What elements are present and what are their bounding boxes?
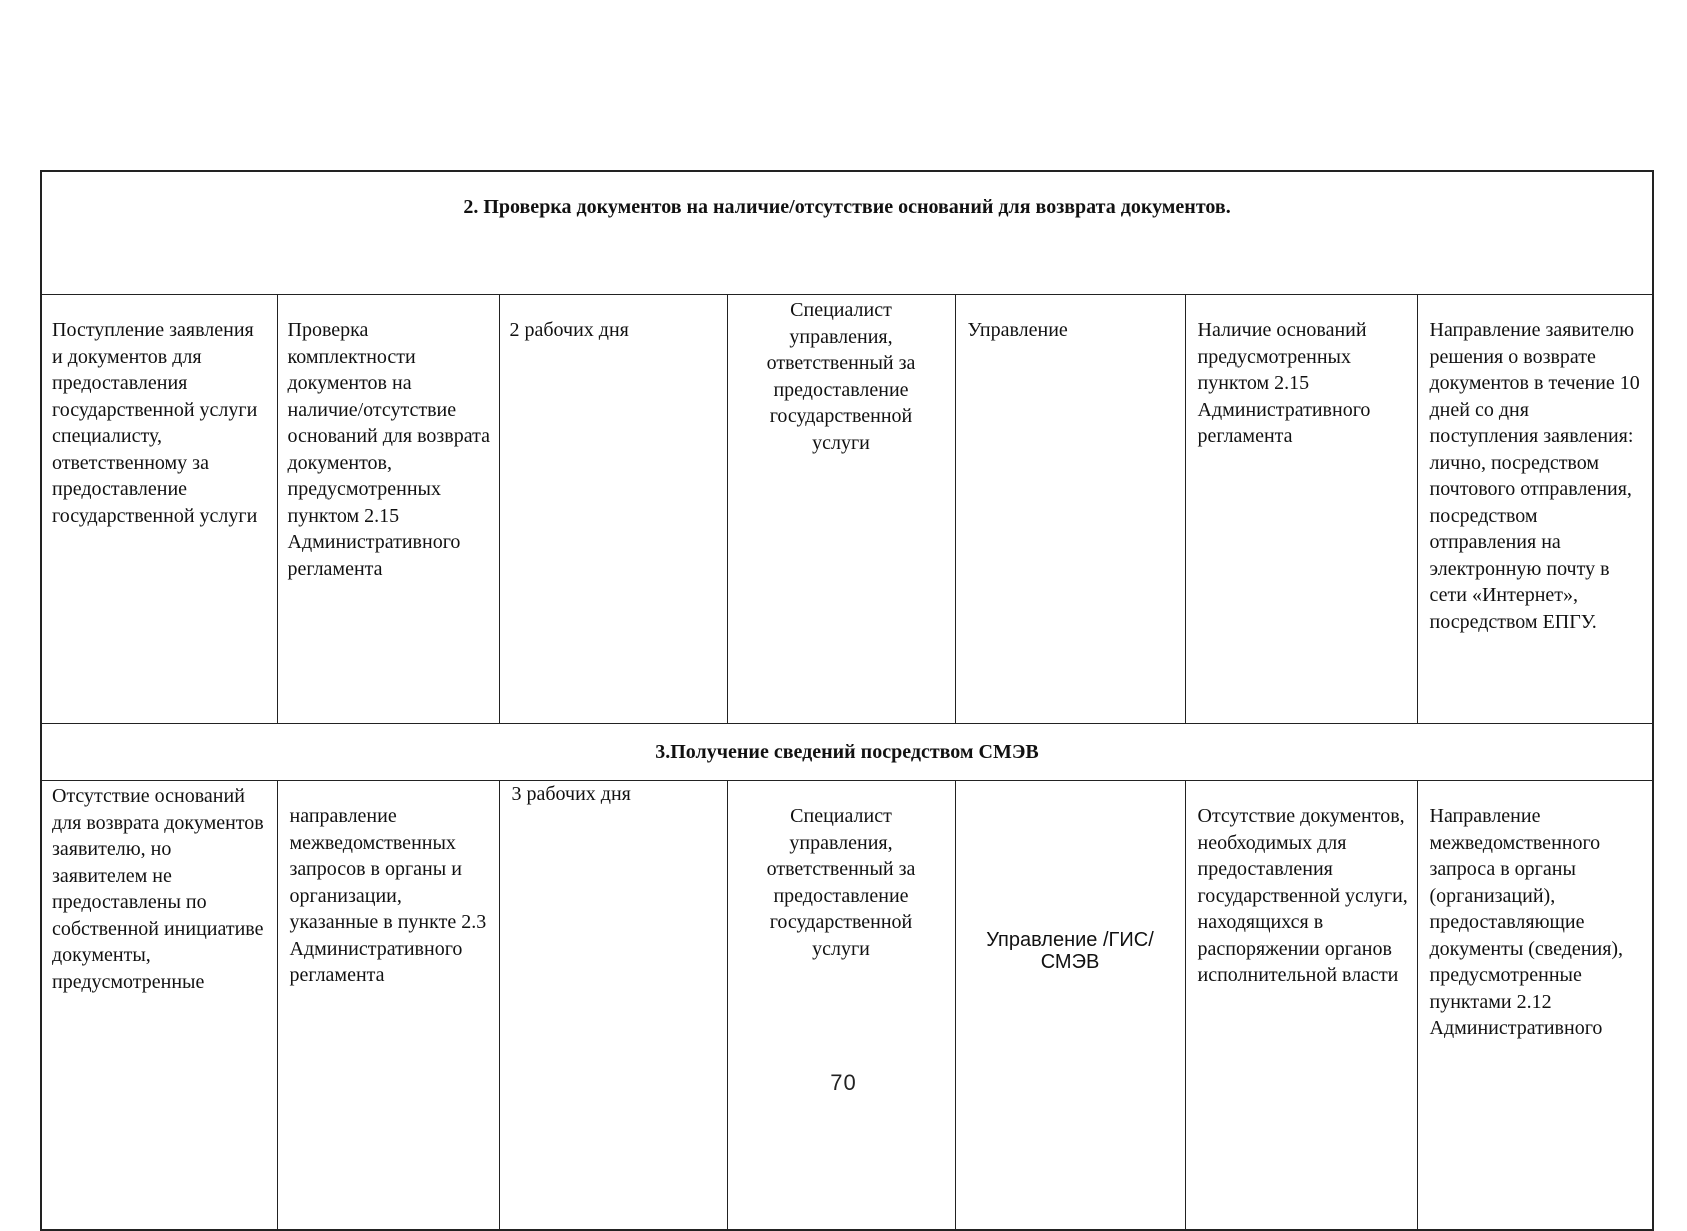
s3-responsible-text: Специалист управления, ответственный за предоставление государственной услуги [766,805,916,960]
section-2-table-row [41,295,1653,724]
s2-responsible-text: Специалист управления, ответственный за предоставление государственной услуги [766,299,916,454]
s3-duration-text: 3 рабочих дня [511,783,631,805]
s3-initiating-event-text: Отсутствие оснований для возврата документов заявителю, но заявителем не предоставлены по собственной инициативе документы, предусмотренные [52,785,264,993]
section-3-title: 3.Получение сведений посредством СМЭВ [41,724,1653,781]
s2-action-text: Проверка комплектности документов на наличие/отсутствие оснований для возврата документов, предусмотренных пунктом 2.15 Административного регламента [287,319,490,580]
section-2-title: 2. Проверка документов на наличие/отсутствие оснований для возврата документов. [41,171,1653,295]
s2-place-text: Управление [967,319,1068,341]
s2-responsible-cell [727,295,955,724]
s3-initiating-event-cell [41,781,277,1231]
s3-place-text: Управление /ГИС/СМЭВ [986,929,1154,973]
s2-result-cell [1417,295,1653,724]
s3-duration-cell [499,781,727,1231]
s3-responsible-cell [727,781,955,1231]
s2-duration-cell [499,295,727,724]
s3-criteria-text: Отсутствие документов, необходимых для предоставления государственной услуги, находящихся в распоряжении органов исполнительной власти [1197,805,1408,986]
s3-criteria-cell [1185,781,1417,1231]
s2-duration-text: 2 рабочих дня [509,319,629,341]
s3-result-text: Направление межведомственного запроса в органы (организаций), предоставляющие документы (сведения), предусмотренные пунктами 2.12 Административного [1429,805,1624,1039]
s2-place-cell [955,295,1185,724]
s3-action-cell [277,781,499,1231]
section-2-header-row [41,171,1653,295]
s2-action-cell [277,295,499,724]
section-3-header-row [41,724,1653,781]
s3-result-cell [1417,781,1653,1231]
s3-place-cell [955,781,1185,1231]
s2-initiating-event-text: Поступление заявления и документов для предоставления государственной услуги специалисту, ответственному за предоставление государственной услуги [52,319,258,527]
s2-criteria-cell [1185,295,1417,724]
s3-action-text: направление межведомственных запросов в органы и организации, указанные в пункте 2.3 Административного регламента [289,805,487,986]
s2-criteria-text: Наличие оснований предусмотренных пунктом 2.15 Административного регламента [1197,319,1371,447]
s2-initiating-event-cell [41,295,277,724]
page-number: 70 [830,1070,857,1095]
section-3-table-row [41,781,1653,1231]
s2-result-text: Направление заявителю решения о возврате документов в течение 10 дней со дня поступления заявления: лично, посредством почтового отправления, посредством отправления на электронную почту в сети «Интернет», посредством ЕПГУ. [1429,319,1640,633]
